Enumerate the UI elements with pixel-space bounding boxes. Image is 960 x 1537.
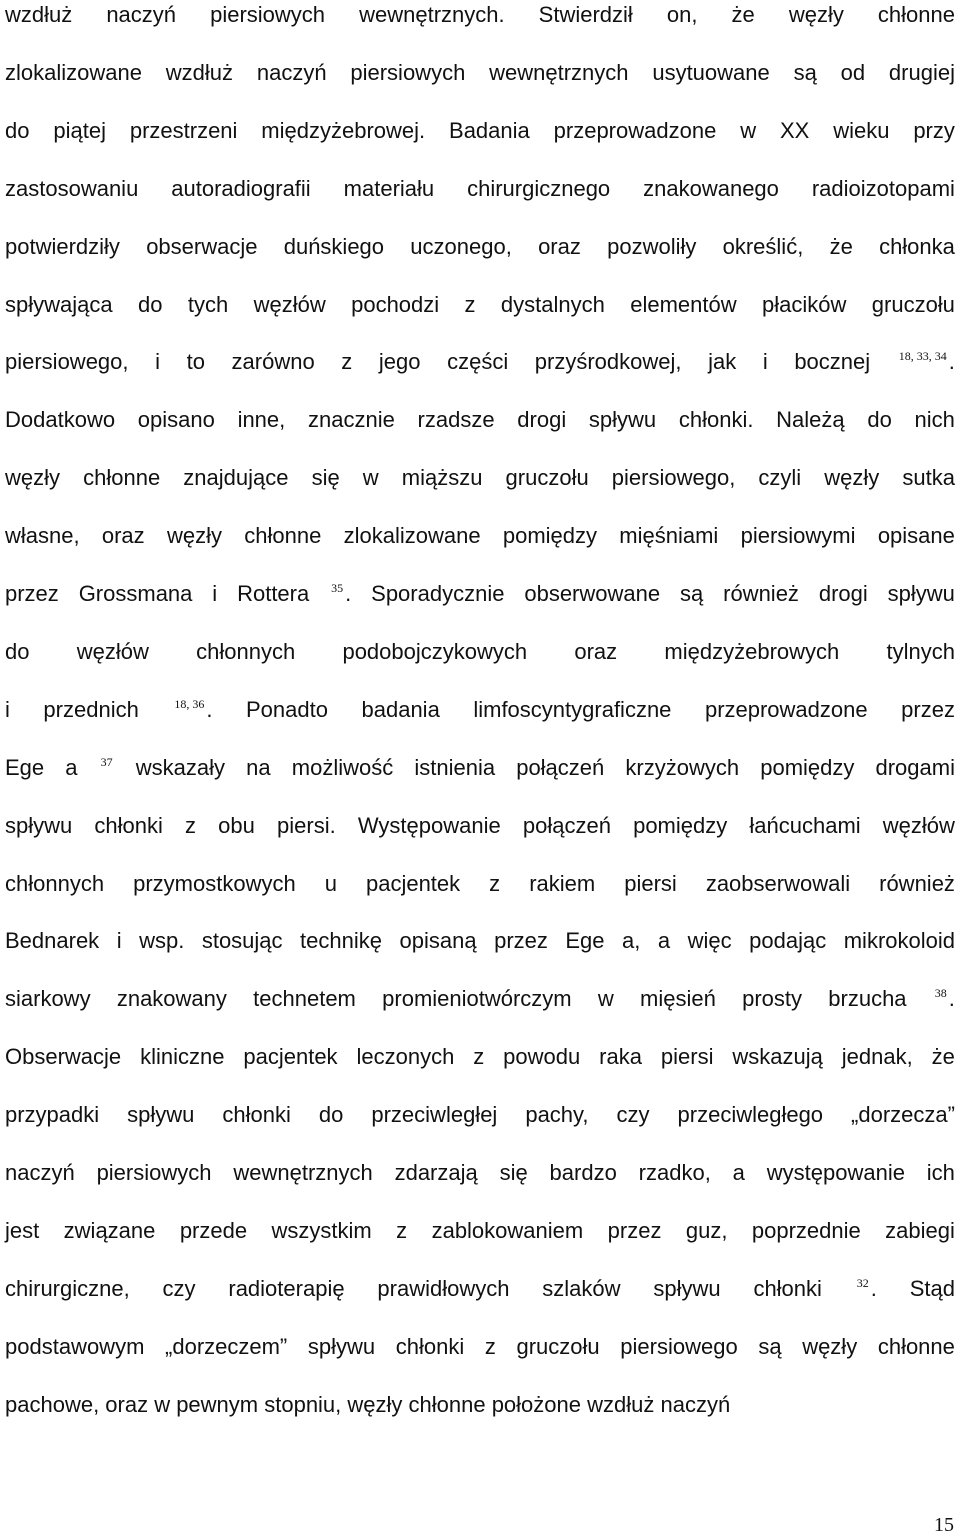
page-number: 15	[934, 1514, 954, 1536]
text-line: i przednich $^{18, 36}$. Ponadto badania limfoscyntygraficzne przeprowadzone przez	[5, 696, 955, 722]
citation-superscript: 38	[934, 986, 947, 1001]
text-line: do węzłów chłonnych podobojczykowych oraz międzyżebrowych tylnych	[5, 638, 955, 664]
text-line: Bednarek i wsp. stosując technikę opisaną przez Ege a, a więc podając mikrokoloid	[5, 928, 955, 954]
citation-superscript: 32	[856, 1275, 869, 1290]
text-line: do piątej przestrzeni międzyżebrowej. Badania przeprowadzone w XX wieku przy	[5, 117, 955, 143]
text-line: jest związane przede wszystkim z zablokowaniem przez guz, poprzednie zabiegi	[5, 1217, 955, 1243]
text-line: Obserwacje kliniczne pacjentek leczonych z powodu raka piersi wskazują jednak, że	[5, 1044, 955, 1070]
text-line: zlokalizowane wzdłuż naczyń piersiowych wewnętrznych usytuowane są od drugiej	[5, 59, 955, 85]
text-line: pachowe, oraz w pewnym stopniu, węzły chłonne położone wzdłuż naczyń	[5, 1391, 731, 1417]
text-line: wzdłuż naczyń piersiowych wewnętrznych. Stwierdził on, że węzły chłonne	[5, 2, 955, 27]
citation-superscript: 35	[331, 581, 344, 595]
text-line: podstawowym „dorzeczem” spływu chłonki z gruczołu piersiowego są węzły chłonne	[5, 1333, 955, 1359]
text-line: potwierdziły obserwacje duńskiego uczonego, oraz pozwoliły określić, że chłonka	[5, 233, 955, 259]
citation-superscript: 18, 36	[174, 696, 205, 711]
text-line: siarkowy znakowany technetem promieniotwórczym w mięsień prosty brzucha $^{38}$.	[5, 986, 955, 1012]
text-line: własne, oraz węzły chłonne zlokalizowane pomiędzy mięśniami piersiowymi opisane	[5, 523, 955, 549]
text-line: przypadki spływu chłonki do przeciwległej pachy, czy przeciwległego „dorzecza”	[5, 1102, 955, 1128]
citation-superscript: 37	[100, 754, 113, 769]
text-line: naczyń piersiowych wewnętrznych zdarzają się bardzo rzadko, a występowanie ich	[5, 1160, 955, 1185]
text-line: spływu chłonki z obu piersi. Występowanie połączeń pomiędzy łańcuchami węzłów	[5, 812, 955, 838]
text-line: Ege a $^{37}$ wskazały na możliwość istnienia połączeń krzyżowych pomiędzy drogami	[5, 754, 955, 780]
text-line: spływająca do tych węzłów pochodzi z dystalnych elementów płacików gruczołu	[5, 291, 955, 317]
text-line: piersiowego, i to zarówno z jego części przyśrodkowej, jak i bocznej $^{18, 33, 34}$.	[5, 349, 955, 375]
text-line: chirurgiczne, czy radioterapię prawidłowych szlaków spływu chłonki $^{32}$. Stąd	[5, 1275, 955, 1301]
text-line: Dodatkowo opisano inne, znacznie rzadsze drogi spływu chłonki. Należą do nich	[5, 407, 955, 433]
text-line: zastosowaniu autoradiografii materiału chirurgicznego znakowanego radioizotopami	[5, 175, 955, 201]
text-line: węzły chłonne znajdujące się w miąższu gruczołu piersiowego, czyli węzły sutka	[5, 465, 955, 491]
text-line: przez Grossmana i Rottera $^{35}$. Sporadycznie obserwowane są również drogi spływu	[5, 581, 955, 606]
citation-superscript: 18, 33, 34	[898, 349, 947, 364]
text-line: chłonnych przymostkowych u pacjentek z rakiem piersi zaobserwowali również	[5, 870, 955, 896]
